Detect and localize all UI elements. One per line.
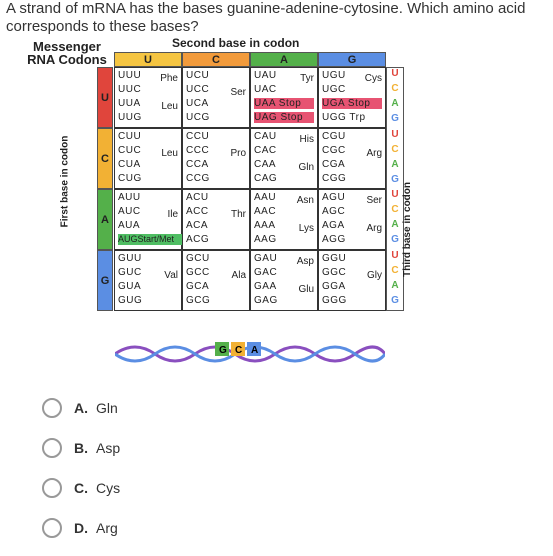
codon-label: CAA — [254, 159, 277, 170]
codon-label: GGU — [322, 253, 347, 264]
codon-label: ACC — [186, 206, 209, 217]
codon-label: UUU — [118, 70, 142, 81]
third-base-U: U — [391, 128, 399, 140]
amino-acid-label: Leu — [161, 101, 178, 112]
codon-label: CUA — [118, 159, 141, 170]
codon-label: AGA — [322, 220, 345, 231]
amino-acid-label: Tyr — [300, 73, 314, 84]
option-a[interactable]: A. Gln — [42, 388, 120, 428]
codon-label: GCG — [186, 295, 211, 306]
amino-acid-label: Lys — [298, 223, 314, 234]
codon-cell — [250, 189, 318, 250]
codon-label: ACU — [186, 192, 209, 203]
radio-icon[interactable] — [42, 478, 62, 498]
third-base-U: U — [391, 189, 399, 200]
codon-label: AUGStart/Met — [118, 234, 190, 245]
codon-label: CUG — [118, 173, 142, 184]
option-c[interactable]: C. Cys — [42, 468, 120, 508]
amino-acid-label: Glu — [298, 284, 314, 295]
codon-label: GAA — [254, 281, 277, 292]
codon-label: UCG — [186, 112, 210, 123]
third-base-G: G — [391, 173, 399, 185]
codon-label: UAA Stop — [254, 98, 314, 109]
codon-label: GUU — [118, 253, 142, 264]
codon-label: GUC — [118, 267, 142, 278]
first-base-label: First base in codon — [59, 135, 71, 228]
codon-label: UGC — [322, 84, 346, 95]
codon-label: CAU — [254, 131, 277, 142]
codon-cell — [182, 67, 250, 128]
radio-icon[interactable] — [42, 398, 62, 418]
codon-label: CGG — [322, 173, 347, 184]
codon-label: UCU — [186, 70, 210, 81]
codon-table: Messenger RNA Codons Second base in codon U C A G U C A G U C A G U C A G U C A G U C A G UUU UUC UUA UUG Phe Leu UCU UCC UCA UCG Ser UAU UAC UAA Stop UAG Stop Tyr UGU UGC UGA Stop UGG Trp Cys CUU CUC CUA CUG Leu CCU CCC CCA CCG Pro CAU CAC CAA CAG His Gln CGU CGC CGA CGG Arg AUU AUC AUA AUGStart/Met Ile ACU ACC ACA ACG Thr AAU AAC AAA AAG Asn Lys AGU AGC AGA AGG Ser Arg GUU GUC GUA GUG Val GCU GCC GCA GCG Ala GAU GAC GAA GAG Asp Glu GGU GGC GGA GGG Gly First base in codon Third base in codon G C A — [0, 34, 553, 334]
codon-label: CGA — [322, 159, 346, 170]
amino-acid-label: Phe — [160, 73, 178, 84]
col-header-A: A — [250, 52, 318, 67]
amino-acid-label: Arg — [366, 148, 382, 159]
codon-label: CUU — [118, 131, 142, 142]
radio-icon[interactable] — [42, 438, 62, 458]
codon-label: CGU — [322, 131, 346, 142]
codon-label: GCU — [186, 253, 210, 264]
codon-label: UGG Trp — [322, 112, 366, 123]
codon-label: AGC — [322, 206, 346, 217]
question-text: A strand of mRNA has the bases guanine-adenine-cytosine. Which amino acid corresponds to these bases? — [6, 0, 526, 35]
amino-acid-label: Ser — [230, 87, 246, 98]
radio-icon[interactable] — [42, 518, 62, 538]
third-base-G: G — [391, 113, 399, 125]
codon-label: CCC — [186, 145, 210, 156]
codon-label: UGU — [322, 70, 346, 81]
third-base-A: A — [391, 279, 399, 291]
option-b[interactable]: B. Asp — [42, 428, 120, 468]
codon-label: CAG — [254, 173, 278, 184]
codon-label: AUA — [118, 220, 141, 231]
dna-strand-image — [115, 340, 385, 368]
codon-label: GAG — [254, 295, 278, 306]
codon-cell — [182, 189, 250, 250]
option-d[interactable]: D. Arg — [42, 508, 120, 548]
amino-acid-label: Asp — [296, 256, 314, 267]
third-base-U: U — [391, 68, 399, 79]
col-header-U: U — [114, 52, 182, 67]
dna-base-letter: A — [251, 345, 259, 356]
codon-label: AAG — [254, 234, 277, 245]
col-header-C: C — [182, 52, 250, 67]
table-title-top: Second base in codon — [172, 36, 300, 50]
row-header-G: G — [97, 250, 113, 311]
third-base-G: G — [391, 234, 399, 246]
third-base-G: G — [391, 294, 399, 306]
third-base-A: A — [391, 158, 399, 170]
amino-acid-label: Ser — [366, 195, 382, 206]
codon-label: AUC — [118, 206, 141, 217]
amino-acid-label: Arg — [366, 223, 382, 234]
amino-acid-label: Gly — [367, 270, 382, 281]
dna-base-letter: C — [235, 345, 243, 356]
codon-cell — [182, 128, 250, 189]
third-base-C: C — [391, 264, 399, 276]
col-header-G: G — [318, 52, 386, 67]
codon-label: CCG — [186, 173, 210, 184]
row-header-C: C — [97, 128, 113, 189]
codon-label: GUG — [118, 295, 143, 306]
codon-label: GAU — [254, 253, 278, 264]
codon-label: AAA — [254, 220, 276, 231]
codon-cell — [114, 250, 182, 311]
amino-acid-label: Ile — [167, 209, 178, 220]
codon-cell — [114, 67, 182, 128]
codon-label: GAC — [254, 267, 278, 278]
codon-cell — [182, 250, 250, 311]
codon-cell — [250, 250, 318, 311]
third-base-A: A — [391, 98, 399, 110]
codon-label: UUC — [118, 84, 142, 95]
codon-label: ACG — [186, 234, 210, 245]
amino-acid-label: Gln — [298, 162, 314, 173]
third-base-C: C — [391, 204, 399, 216]
codon-label: AGG — [322, 234, 346, 245]
codon-label: AGU — [322, 192, 346, 203]
codon-label: CCA — [186, 159, 209, 170]
dna-base-letter: G — [219, 345, 227, 356]
codon-label: UAU — [254, 70, 277, 81]
codon-label: UUA — [118, 98, 141, 109]
codon-label: AAC — [254, 206, 277, 217]
amino-acid-label: Val — [164, 270, 178, 281]
amino-acid-label: Cys — [364, 73, 382, 84]
codon-cell — [318, 189, 386, 250]
codon-label: GUA — [118, 281, 142, 292]
codon-cell — [318, 67, 386, 128]
codon-label: CGC — [322, 145, 346, 156]
codon-label: UCC — [186, 84, 210, 95]
amino-acid-label: Pro — [230, 148, 246, 159]
row-header-A: A — [97, 189, 113, 250]
amino-acid-label: Asn — [296, 195, 314, 206]
codon-label: UUG — [118, 112, 142, 123]
row-header-U: U — [97, 67, 113, 128]
codon-cell — [318, 250, 386, 311]
codon-label: GCC — [186, 267, 210, 278]
codon-cell — [114, 189, 182, 250]
third-base-U: U — [391, 249, 399, 261]
codon-label: CCU — [186, 131, 210, 142]
codon-label: GGC — [322, 267, 347, 278]
third-base-C: C — [391, 143, 399, 155]
codon-label: GGA — [322, 281, 346, 292]
amino-acid-label: Thr — [231, 209, 246, 220]
codon-label: UAG Stop — [254, 112, 314, 123]
codon-label: CAC — [254, 145, 277, 156]
codon-label: UCA — [186, 98, 209, 109]
codon-label: CUC — [118, 145, 142, 156]
codon-label: UGA Stop — [322, 98, 382, 109]
codon-label: UAC — [254, 84, 277, 95]
codon-cell — [250, 128, 318, 189]
codon-label: AAU — [254, 192, 277, 203]
codon-cell — [114, 128, 182, 189]
amino-acid-label: Ala — [231, 270, 246, 281]
codon-label: GGG — [322, 295, 347, 306]
table-title-left: Messenger RNA Codons — [27, 39, 107, 67]
codon-cell — [250, 67, 318, 128]
answer-options — [42, 388, 120, 548]
third-base-A: A — [391, 219, 399, 231]
third-base-C: C — [391, 83, 399, 95]
amino-acid-label: His — [299, 134, 314, 145]
amino-acid-label: Leu — [161, 148, 178, 159]
codon-label: ACA — [186, 220, 209, 231]
codon-label: AUU — [118, 192, 141, 203]
codon-label: GCA — [186, 281, 210, 292]
codon-cell — [318, 128, 386, 189]
